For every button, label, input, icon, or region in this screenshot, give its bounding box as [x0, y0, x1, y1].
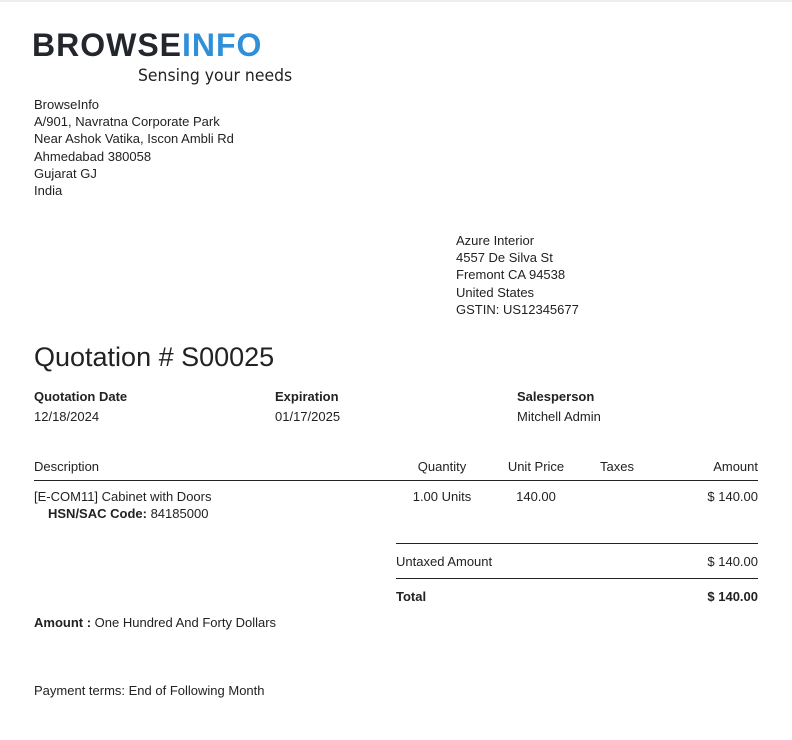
line-amount: $ 140.00 [707, 489, 758, 504]
quotation-date-label: Quotation Date [34, 389, 128, 404]
line-hsn [34, 506, 394, 521]
amount-words-value: One Hundred And Forty Dollars [94, 615, 277, 630]
table-header-row [34, 452, 758, 481]
company-address-line: Gujarat GJ [34, 165, 97, 181]
customer-address-line: Fremont CA 94538 [456, 267, 566, 283]
total-value: $ 140.00 [707, 588, 758, 604]
company-address-line: India [34, 183, 63, 199]
column-header-taxes: Taxes [582, 452, 652, 481]
customer-address [456, 232, 579, 318]
company-logo [32, 27, 293, 90]
untaxed-value: $ 140.00 [707, 553, 758, 569]
company-address-line: A/901, Navratna Corporate Park [34, 114, 220, 130]
line-description: [E-COM11] Cabinet with Doors [34, 489, 212, 504]
total-row [396, 578, 758, 613]
quotation-date-value: 12/18/2024 [34, 409, 100, 424]
quotation-date-block [34, 388, 127, 426]
company-address-line: Near Ashok Vatika, Iscon Ambli Rd [34, 131, 234, 147]
table-row [34, 481, 758, 534]
customer-address-line: 4557 De Silva St [456, 250, 553, 266]
line-taxes [582, 481, 652, 534]
hsn-value: 84185000 [150, 506, 209, 521]
expiration-block [275, 388, 340, 426]
logo-word-dark: BROWSE [32, 27, 182, 63]
company-name: BrowseInfo [34, 97, 100, 112]
logo-word-blue: INFO [182, 27, 263, 63]
payment-terms: Payment terms: End of Following Month [34, 683, 265, 698]
column-header-description: Description [34, 452, 394, 481]
customer-name: Azure Interior [456, 233, 535, 248]
top-divider [0, 0, 792, 2]
customer-gstin: GSTIN: US12345677 [456, 301, 579, 317]
company-address [34, 96, 234, 199]
hsn-label: HSN/SAC Code: [48, 506, 147, 521]
page-title: Quotation # S00025 [34, 342, 275, 372]
line-quantity: 1.00 Units [412, 489, 472, 504]
company-address-line: Ahmedabad 380058 [34, 148, 152, 164]
line-unit-price: 140.00 [516, 489, 556, 504]
amount-words-label: Amount : [34, 615, 92, 630]
salesperson-label: Salesperson [517, 389, 595, 404]
untaxed-row [396, 543, 758, 578]
logo-wordmark [32, 28, 262, 62]
untaxed-label: Untaxed Amount [396, 553, 493, 569]
salesperson-block [517, 388, 601, 426]
column-header-amount: Amount [652, 452, 758, 481]
logo-tagline: Sensing your needs [138, 66, 293, 86]
customer-address-line: United States [456, 284, 535, 300]
expiration-label: Expiration [275, 389, 339, 404]
expiration-value: 01/17/2025 [275, 409, 341, 424]
line-description-cell [34, 481, 394, 534]
amount-in-words [34, 615, 276, 630]
totals-block [396, 543, 758, 613]
column-header-unit-price: Unit Price [490, 452, 582, 481]
total-label: Total [396, 588, 427, 604]
order-lines-table [34, 452, 758, 533]
salesperson-value: Mitchell Admin [517, 409, 601, 424]
column-header-quantity: Quantity [394, 452, 490, 481]
